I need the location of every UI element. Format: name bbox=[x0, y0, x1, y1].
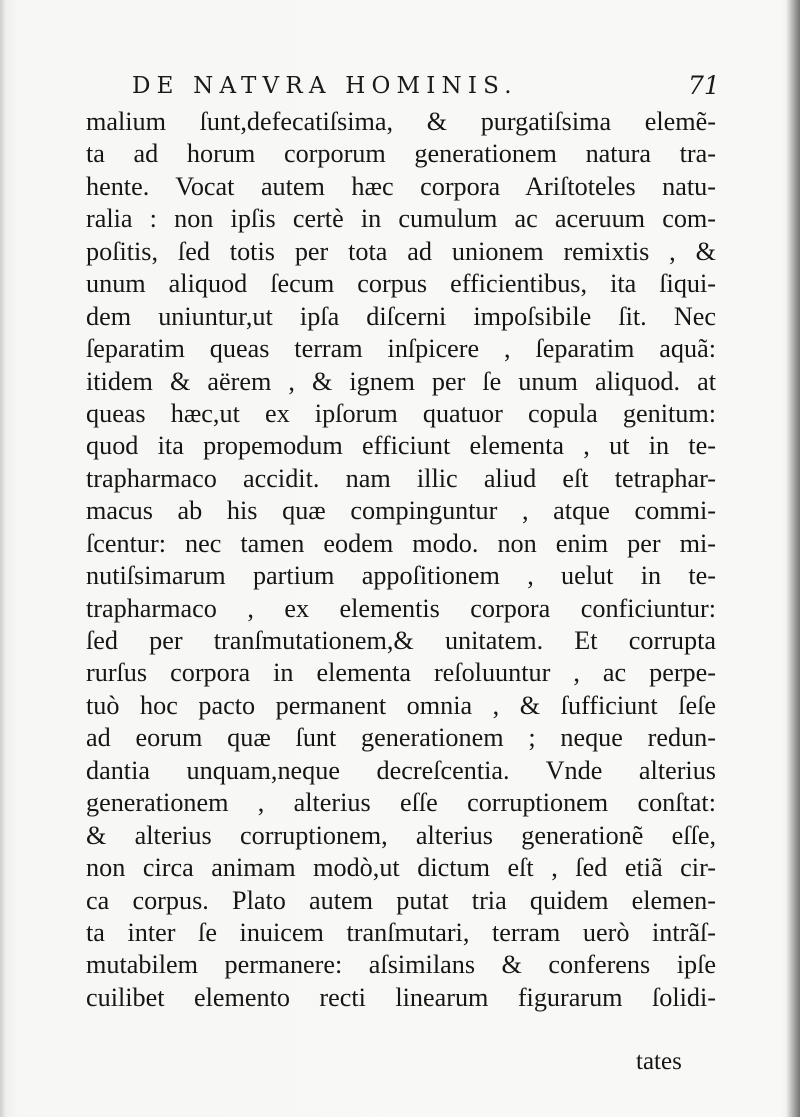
text-line: tuò hoc pacto permanent omnia , & ſufficiunt ſeſe bbox=[86, 690, 716, 720]
text-line: queas hæc,ut ex ipſorum quatuor copula genitum: bbox=[86, 398, 716, 428]
text-line: ſcentur: nec tamen eodem modo. non enim per mi- bbox=[86, 528, 716, 558]
text-line: dantia unquam,neque decreſcentia. Vnde alterius bbox=[86, 755, 716, 785]
text-line: itidem & aërem , & ignem per ſe unum aliquod. at bbox=[86, 366, 716, 396]
text-line: ad eorum quæ ſunt generationem ; neque redun- bbox=[86, 723, 716, 753]
text-line: ſed per tranſmutationem,& unitatem. Et corrupta bbox=[86, 626, 716, 655]
text-line: ralia : non ipſis certè in cumulum ac aceruum com- bbox=[86, 204, 716, 234]
text-line: hente. Vocat autem hæc corpora Ariſtoteles natu- bbox=[86, 171, 716, 201]
text-line: ca corpus. Plato autem putat tria quidem elemen- bbox=[86, 885, 716, 915]
text-line: non circa animam modò,ut dictum eſt , ſed etiã cir- bbox=[86, 853, 716, 883]
gutter-shadow bbox=[0, 0, 6, 1117]
text-line: trapharmaco , ex elementis corpora conficiuntur: bbox=[86, 593, 716, 623]
running-title: DE NATVRA HOMINIS. bbox=[132, 73, 518, 99]
text-line: rurſus corpora in elementa reſoluuntur , ac perpe- bbox=[86, 658, 716, 688]
text-line: trapharmaco accidit. nam illic aliud eſt tetraphar- bbox=[86, 463, 716, 493]
text-line: cuilibet elemento recti linearum figurarum ſolidi- bbox=[86, 982, 716, 1012]
page-edge-shadow bbox=[786, 0, 800, 1117]
text-line: nutiſsimarum partium appoſitionem , uelut in te- bbox=[86, 561, 716, 591]
text-line: generationem , alterius eſſe corruptionem conſtat: bbox=[86, 788, 716, 818]
text-line: macus ab his quæ compinguntur , atque commi- bbox=[86, 496, 716, 526]
text-line: ta ad horum corporum generationem natura tra- bbox=[86, 139, 716, 169]
text-line: quod ita propemodum efficiunt elementa , ut in te- bbox=[86, 431, 716, 461]
text-line: mutabilem permanere: aſsimilans & conferens ipſe bbox=[86, 950, 716, 980]
text-block bbox=[86, 106, 716, 1014]
text-line: ſeparatim queas terram inſpicere , ſeparatim aquã: bbox=[86, 334, 716, 364]
text-line: malium ſunt,defecatiſsima, & purgatiſsima elemẽ- bbox=[86, 107, 716, 136]
text-line: ta inter ſe inuicem tranſmutari, terram uerò intrãſ- bbox=[86, 917, 716, 947]
text-line: unum aliquod ſecum corpus efficientibus, ita ſiqui- bbox=[86, 269, 716, 299]
text-line: dem uniuntur,ut ipſa diſcerni impoſsibile ſit. Nec bbox=[86, 301, 716, 331]
text-line: poſitis, ſed totis per tota ad unionem remixtis , & bbox=[86, 236, 716, 266]
text-line: & alterius corruptionem, alterius generationẽ eſſe, bbox=[86, 820, 716, 850]
catchword: tates bbox=[636, 1048, 682, 1075]
page-number: 71 bbox=[688, 71, 720, 100]
